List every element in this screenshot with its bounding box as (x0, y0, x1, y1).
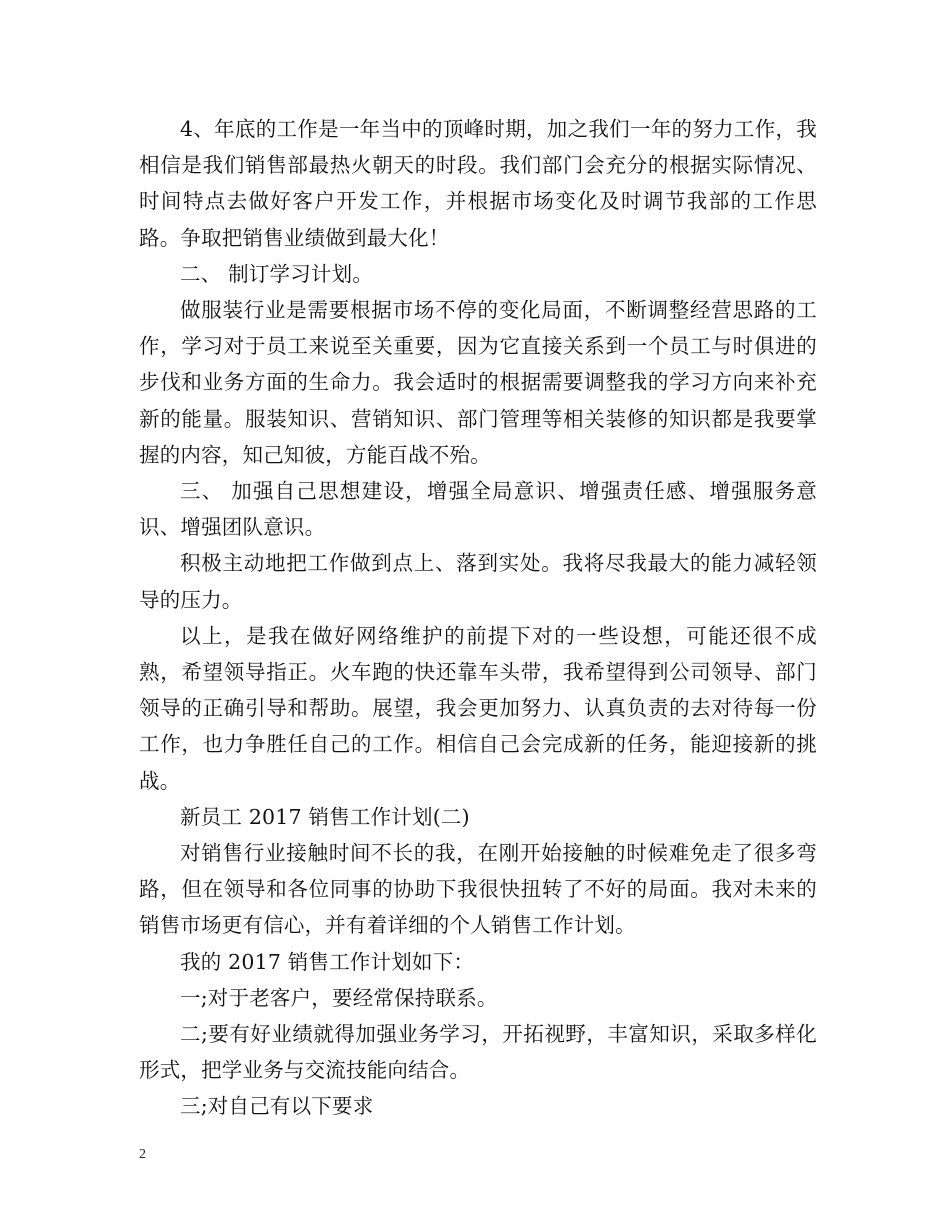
page-number: 2 (139, 1147, 146, 1162)
list-item-business-study: 二;要有好业绩就得加强业务学习，开拓视野，丰富知识，采取多样化形式，把学业务与交流技能向结合。 (139, 1022, 817, 1083)
heading-study-plan: 二、 制订学习计划。 (180, 261, 374, 286)
list-item-old-customers: 一;对于老客户，要经常保持联系。 (180, 985, 498, 1010)
heading-ideology-building: 三、 加强自己思想建设，增强全局意识、增强责任感、增强服务意识、增强团队意识。 (139, 479, 817, 540)
paragraph-initiative: 积极主动地把工作做到点上、落到实处。我将尽我最大的能力减轻领导的压力。 (139, 551, 817, 612)
paragraph-conclusion: 以上，是我在做好网络维护的前提下对的一些设想，可能还很不成熟，希望领导指正。火车跑的快还靠车头带，我希望得到公司领导、部门领导的正确引导和帮助。展望，我会更加努力、认真负责的去对待每一份工作，也力争胜任自己的工作。相信自己会完成新的任务，能迎接新的挑战。 (139, 623, 817, 793)
paragraph-plan-lead: 我的 2017 销售工作计划如下： (180, 949, 475, 974)
paragraph-sales-intro: 对销售行业接触时间不长的我，在刚开始接触的时候难免走了很多弯路，但在领导和各位同事的协助下我很快扭转了不好的局面。我对未来的销售市场更有信心，并有着详细的个人销售工作计划。 (139, 841, 817, 938)
paragraph-year-end-work: 4、年底的工作是一年当中的顶峰时期，加之我们一年的努力工作，我相信是我们销售部最热火朝天的时段。我们部门会充分的根据实际情况、时间特点去做好客户开发工作，并根据市场变化及时调节我部的工作思路。争取把销售业绩做到最大化！ (139, 117, 817, 250)
document-body (139, 111, 817, 1125)
paragraph-study-plan: 做服装行业是需要根据市场不停的变化局面，不断调整经营思路的工作，学习对于员工来说至关重要，因为它直接关系到一个员工与时俱进的步伐和业务方面的生命力。我会适时的根据需要调整我的学习方向来补充新的能量。服装知识、营销知识、部门管理等相关装修的知识都是我要掌握的内容，知己知彼，方能百战不殆。 (139, 298, 817, 467)
section-title-plan-two: 新员工 2017 销售工作计划(二) (180, 804, 470, 829)
list-item-self-requirements: 三;对自己有以下要求 (180, 1094, 374, 1119)
